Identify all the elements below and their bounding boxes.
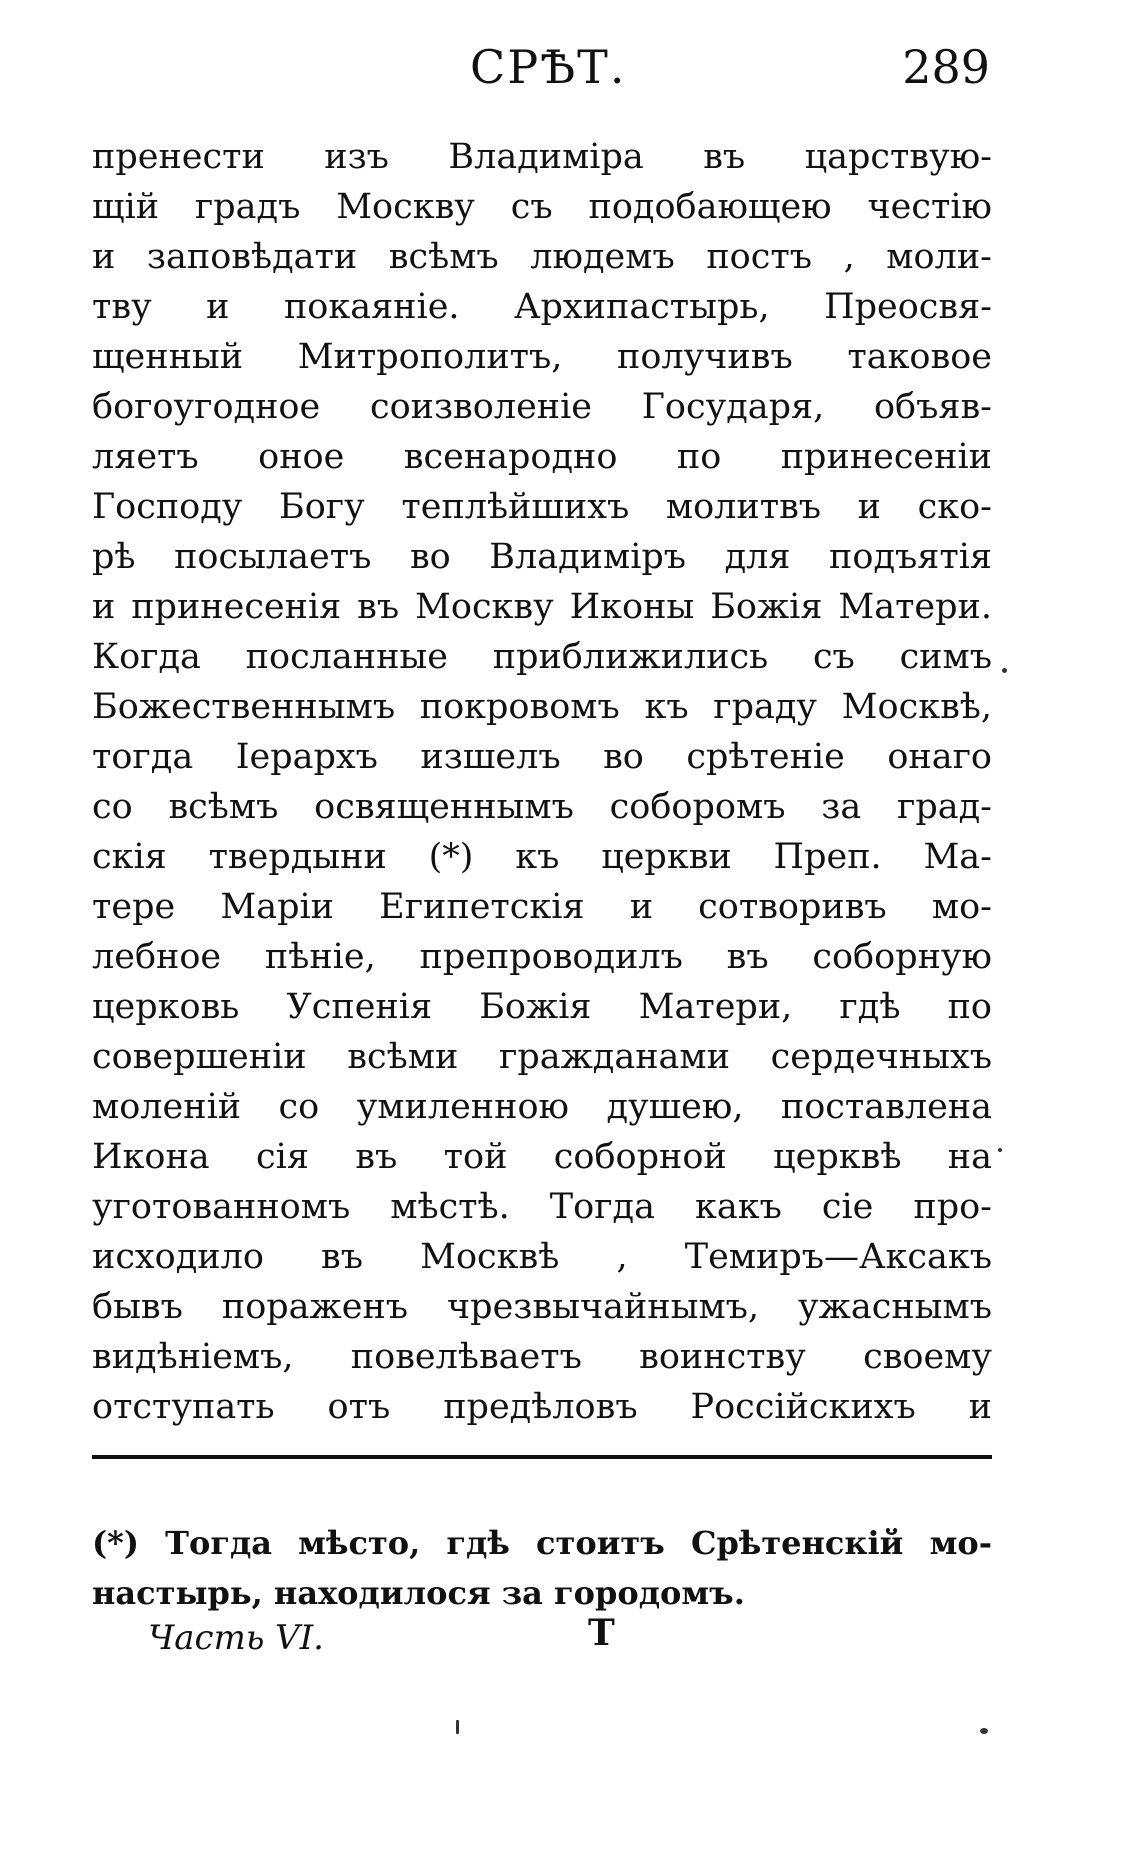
text-line: исходило въ Москвѣ , Темиръ—Аксакъ xyxy=(92,1237,992,1277)
text-line: Икона сія въ той соборной церквѣ на xyxy=(92,1137,992,1177)
footnote-line: настырь, находилося за городомъ. xyxy=(92,1574,745,1612)
print-speck xyxy=(980,1728,988,1734)
print-speck xyxy=(998,1148,1002,1152)
footnote-divider xyxy=(92,1455,992,1459)
part-label: Часть VI. xyxy=(148,1618,324,1658)
text-line: уготованномъ мѣстѣ. Тогда какъ сіе про- xyxy=(92,1187,992,1227)
page-header xyxy=(90,40,990,100)
text-line: моленій со умиленною душею, поставлена xyxy=(92,1087,992,1127)
text-line: совершеніи всѣми гражданами сердечныхъ xyxy=(92,1037,992,1077)
text-line: и заповѣдати всѣмъ людемъ постъ , моли- xyxy=(92,237,992,277)
text-line: церковь Успенія Божія Матери, гдѣ по xyxy=(92,987,992,1027)
text-line: Господу Богу теплѣйшихъ молитвъ и ско- xyxy=(92,487,992,527)
running-head: СРѢТ. xyxy=(470,40,627,94)
text-line: щенный Митрополитъ, получивъ таковое xyxy=(92,337,992,377)
text-line: рѣ посылаетъ во Владиміръ для подъятія xyxy=(92,537,992,577)
footnote-line: (*) Тогда мѣсто, гдѣ стоитъ Срѣтенскій мо- xyxy=(92,1524,992,1562)
print-speck xyxy=(456,1720,459,1734)
text-line: тере Маріи Египетскія и сотворивъ мо- xyxy=(92,887,992,927)
print-speck xyxy=(1002,668,1007,673)
text-line: тогда Іерархъ изшелъ во срѣтеніе онаго xyxy=(92,737,992,777)
text-line: со всѣмъ освященнымъ соборомъ за град- xyxy=(92,787,992,827)
text-line: и принесенія въ Москву Иконы Божія Матери. xyxy=(92,587,992,627)
text-line: тву и покаяніе. Архипастырь, Преосвя- xyxy=(92,287,992,327)
text-line: лебное пѣніе, препроводилъ въ соборную xyxy=(92,937,992,977)
text-line: Божественнымъ покровомъ къ граду Москвѣ, xyxy=(92,687,992,727)
text-line: отступать отъ предѣловъ Россійскихъ и xyxy=(92,1387,992,1427)
text-line: пренести изъ Владиміра въ царствую- xyxy=(92,137,992,177)
text-line: Когда посланные приближились съ симъ xyxy=(92,637,992,677)
footnote xyxy=(92,1518,992,1618)
text-line: богоугодное соизволеніе Государя, объяв- xyxy=(92,387,992,427)
text-line: ляетъ оное всенародно по принесеніи xyxy=(92,437,992,477)
text-line: скія твердыни (*) къ церкви Преп. Ма- xyxy=(92,837,992,877)
page-number: 289 xyxy=(902,40,990,94)
main-text xyxy=(92,132,992,1432)
text-line: бывъ пораженъ чрезвычайнымъ, ужаснымъ xyxy=(92,1287,992,1327)
text-line: щій градъ Москву съ подобающею честію xyxy=(92,187,992,227)
text-line: видѣніемъ, повелѣваетъ воинству своему xyxy=(92,1337,992,1377)
signature-mark: Т xyxy=(588,1612,615,1654)
